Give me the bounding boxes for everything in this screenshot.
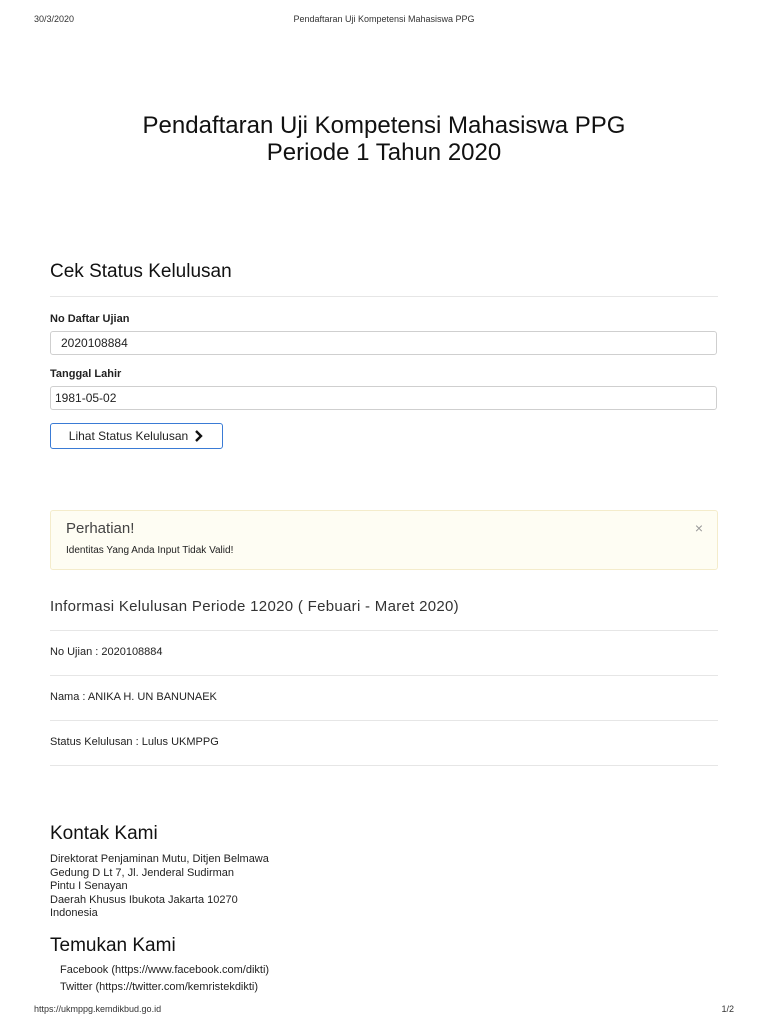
print-page-number: 1/2 <box>721 1004 734 1014</box>
lihat-status-button[interactable] <box>50 423 223 449</box>
address-line: Gedung D Lt 7, Jl. Jenderal Sudirman <box>50 866 235 879</box>
close-icon[interactable]: × <box>694 520 703 536</box>
page-title-line2: Periode 1 Tahun 2020 <box>266 139 502 166</box>
lihat-status-button-label: Lihat Status Kelulusan <box>68 429 189 443</box>
alert-message: Identitas Yang Anda Input Tidak Valid! <box>66 545 234 556</box>
page-title <box>60 112 708 166</box>
find-us-heading: Temukan Kami <box>50 935 176 956</box>
result-divider <box>50 675 718 676</box>
result-no-ujian: No Ujian : 2020108884 <box>50 646 163 658</box>
address-line: Daerah Khusus Ibukota Jakarta 10270 <box>50 893 238 906</box>
facebook-link[interactable]: Facebook (https://www.facebook.com/dikti) <box>60 964 270 976</box>
twitter-link[interactable]: Twitter (https://twitter.com/kemristekdikti) <box>60 981 259 993</box>
tanggal-lahir-input[interactable] <box>50 386 717 410</box>
contact-address <box>50 853 269 921</box>
tanggal-lahir-label: Tanggal Lahir <box>50 368 122 380</box>
contact-heading: Kontak Kami <box>50 823 158 844</box>
print-url: https://ukmppg.kemdikbud.go.id <box>34 1004 162 1014</box>
chevron-right-icon <box>194 430 204 442</box>
result-status: Status Kelulusan : Lulus UKMPPG <box>50 736 219 748</box>
address-line: Direktorat Penjaminan Mutu, Ditjen Belmawa <box>50 853 269 865</box>
no-daftar-input[interactable] <box>50 331 717 355</box>
section-divider <box>50 296 718 297</box>
result-divider <box>50 720 718 721</box>
result-nama: Nama : ANIKA H. UN BANUNAEK <box>50 691 217 703</box>
address-line: Indonesia <box>50 907 98 920</box>
page-title-line1: Pendaftaran Uji Kompetensi Mahasiswa PPG <box>142 112 626 139</box>
result-divider <box>50 765 718 766</box>
print-date: 30/3/2020 <box>34 14 75 24</box>
alert-title: Perhatian! <box>66 520 135 537</box>
print-document-title: Pendaftaran Uji Kompetensi Mahasiswa PPG <box>293 14 475 24</box>
address-line: Pintu I Senayan <box>50 880 128 893</box>
no-daftar-label: No Daftar Ujian <box>50 313 130 325</box>
result-heading: Informasi Kelulusan Periode 12020 ( Febuari - Maret 2020) <box>50 598 459 615</box>
warning-alert <box>50 510 718 570</box>
result-divider <box>50 630 718 631</box>
check-status-heading: Cek Status Kelulusan <box>50 261 232 282</box>
